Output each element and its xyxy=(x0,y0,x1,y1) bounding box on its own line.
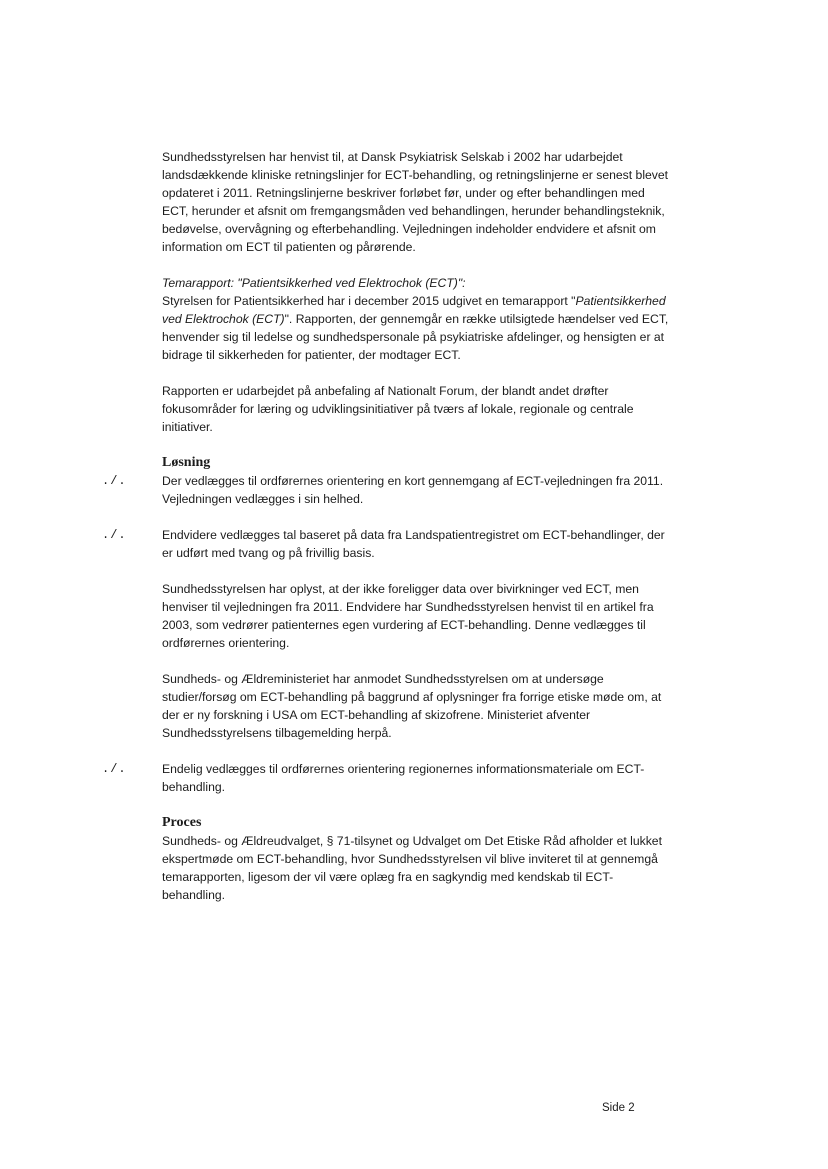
page-number: Side 2 xyxy=(602,1102,635,1114)
losning-paragraph-ministeriet: Sundheds- og Ældreministeriet har anmodet Sundhedsstyrelsen om at undersøge studier/forsøg om ECT-behandling på baggrund af oplysninger fra forrige etiske møde om, at der er ny forskning i USA om ECT-behandling af skizofrene. Ministeriet afventer Sundhedsstyrelsens tilbagemelding herpå. xyxy=(162,672,662,740)
document-body xyxy=(102,148,674,922)
proces-heading: Proces xyxy=(162,815,202,830)
intro-paragraph: Sundhedsstyrelsen har henvist til, at Dansk Psykiatrisk Selskab i 2002 har udarbejdet landsdækkende kliniske retningslinjer for ECT-behandling, og retningslinjerne er senest blevet opdateret i 2011. Retningslinjerne beskriver forløbet før, under og efter behandlingen med ECT, herunder et afsnit om fremgangsmåden ved behandlingen, herunder behandlingsteknik, bedøvelse, overvågning og efterbehandling. Vejledningen indeholder endvidere et afsnit om information om ECT til patienten og pårørende. xyxy=(162,150,669,254)
temarapport-subheading: Temarapport: "Patientsikkerhed ved Elektrochok (ECT)": xyxy=(162,276,466,290)
temarapport-text-end: ". Rapporten, der gennemgår en række utilsigtede hændelser ved ECT, henvender sig til ledelse og sundhedspersonale på psykiatriske afdelinger, og hensigten er at bidrage til sikkerheden for patienter, der modtager ECT. xyxy=(162,312,669,362)
attachment-margin-mark: ./. xyxy=(102,528,127,542)
losning-text-informationsmateriale: Endelig vedlægges til ordførernes orientering regionernes informationsmateriale om ECT-behandling. xyxy=(162,762,645,794)
temarapport-paragraph xyxy=(162,274,674,364)
attachment-margin-mark: ./. xyxy=(102,762,127,776)
losning-text-tal: Endvidere vedlægges tal baseret på data fra Landspatientregistret om ECT-behandlinger, der er udført med tvang og på frivillig basis. xyxy=(162,528,665,560)
losning-heading: Løsning xyxy=(162,455,211,470)
losning-item-informationsmateriale xyxy=(102,760,674,796)
temarapport-text-start: Styrelsen for Patientsikkerhed har i december 2015 udgivet en temarapport " xyxy=(162,294,576,308)
losning-paragraph-bivirkninger: Sundhedsstyrelsen har oplyst, at der ikke foreligger data over bivirkninger ved ECT, men henviser til vejledningen fra 2011. Endvidere har Sundhedsstyrelsen henvist til en artikel fra 2003, som vedrører patienternes egen vurdering af ECT-behandling. Denne vedlægges til ordførernes orientering. xyxy=(162,582,654,650)
attachment-margin-mark: ./. xyxy=(102,474,127,488)
losning-item-tal xyxy=(102,526,674,562)
losning-text-vejledning: Der vedlægges til ordførernes orientering en kort gennemgang af ECT-vejledningen fra 2011. Vejledningen vedlægges i sin helhed. xyxy=(162,474,664,506)
losning-item-vejledning xyxy=(102,472,674,508)
proces-paragraph: Sundheds- og Ældreudvalget, § 71-tilsynet og Udvalget om Det Etiske Råd afholder et lukket ekspertmøde om ECT-behandling, hvor Sundhedsstyrelsen vil blive inviteret til at gennemgå temarapporten, ligesom der vil være oplæg fra en sagkyndig med kendskab til ECT-behandling. xyxy=(162,834,662,902)
rapport-paragraph: Rapporten er udarbejdet på anbefaling af Nationalt Forum, der blandt andet drøfter fokusområder for læring og udviklingsinitiativer på tværs af lokale, regionale og centrale initiativer. xyxy=(162,384,634,434)
temarapport-report-title: Patientsikkerhed ved Elektrochok (ECT) xyxy=(162,294,666,326)
